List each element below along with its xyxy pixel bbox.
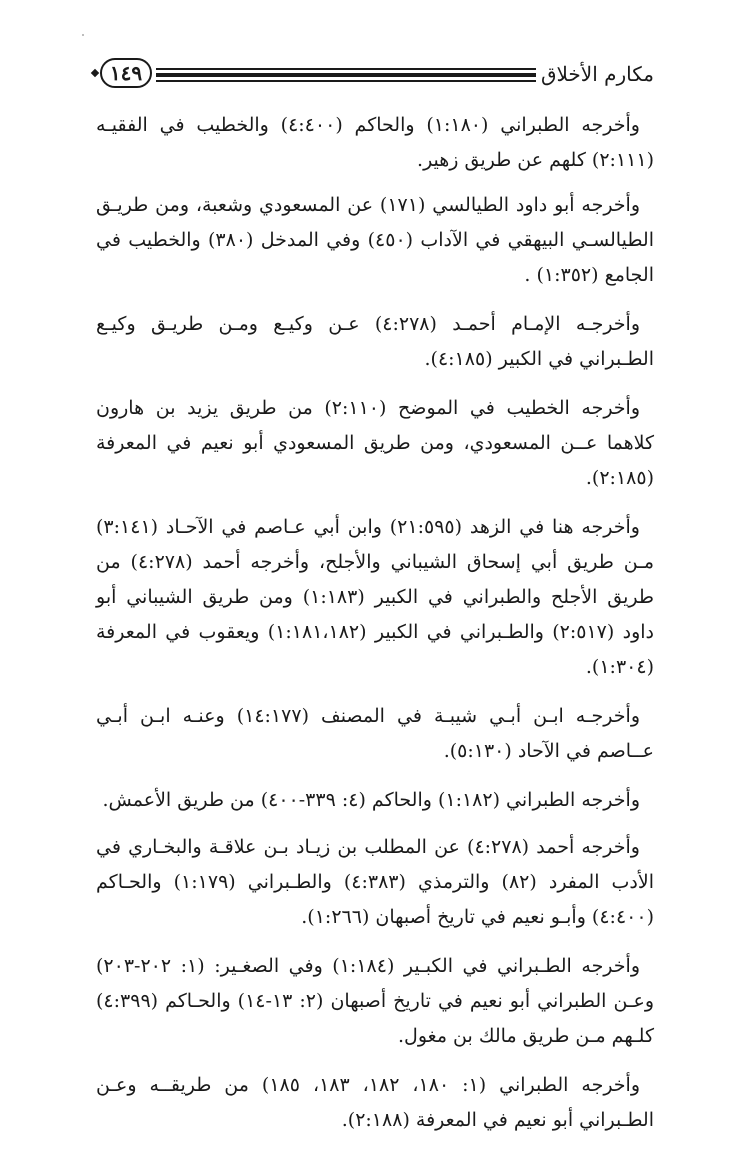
paragraph-5: وأخرجه هنا في الزهد (٢١:٥٩٥) وابن أبي عـاصم في الآحـاد (٣:١٤١) مـن طريق أبي إسحاق الشيباني والأجلح، وأخرجه أحمد (٤:٢٧٨) من طريق الأجلح والطبراني في الكبير (١:١٨٣) ومن طريق الشيباني أبو داود (٢:٥١٧) والطـبراني في الكبير (١:١٨١،١٨٢) ويعقوب في المعرفة (١:٣٠٤). (96, 516, 654, 678)
stray-dot (82, 34, 84, 36)
paragraph-9: وأخرجه الطـبراني في الكبـير (١:١٨٤) وفي الصغـير: (١: ٢٠٢-٢٠٣) وعـن الطبراني أبو نعيم في تاريخ أصبهان (٢: ١٣-١٤) والحـاكم (٤:٣٩٩) كلـهم مـن طريق مالك بن مغول. (96, 955, 654, 1047)
page-body (96, 108, 654, 1152)
paragraph-1: وأخرجه الطبراني (١:١٨٠) والحاكم (٤:٤٠٠) والخطيب في الفقيـه (٢:١١١) كلهم عن طريق زهير. (96, 114, 654, 171)
paragraph-8: وأخرجه أحمد (٤:٢٧٨) عن المطلب بن زيـاد بـن علاقـة والبخـاري في الأدب المفرد (٨٢) والترمذي (٤:٣٨٣) والطـبراني (١:١٧٩) والحـاكم (٤:٤٠٠) وأبـو نعيم في تاريخ أصبهان (١:٢٦٦). (96, 836, 654, 928)
paragraph-4: وأخرجه الخطيب في الموضح (٢:١١٠) من طريق يزيد بن هارون كلاهما عــن المسعودي، ومن طريق المسعودي أبو نعيم في المعرفة (٢:١٨٥). (96, 397, 654, 489)
paragraph-6: وأخرجـه ابـن أبـي شيبـة في المصنف (١٤:١٧٧) وعنـه ابـن أبـي عــاصم في الآحاد (٥:١٣٠). (96, 705, 654, 762)
page-number: ١٤٩ (100, 58, 152, 88)
paragraph-10: وأخرجه الطبراني (١: ١٨٠، ١٨٢، ١٨٣، ١٨٥) من طريقــه وعـن الطـبراني أبو نعيم في المعرفة (٢:١٨٨). (96, 1074, 654, 1131)
running-title: مكارم الأخلاق (540, 62, 654, 86)
paragraph-7: وأخرجه الطبراني (١:١٨٢) والحاكم (٤: ٣٣٩-٤٠٠) من طريق الأعمش. (102, 789, 640, 811)
paragraph-3: وأخرجـه الإمـام أحمـد (٤:٢٧٨) عـن وكيـع ومـن طريـق وكيـع الطـبراني في الكبير (٤:١٨٥). (96, 313, 654, 370)
header-rule (156, 68, 536, 82)
page-header (92, 58, 654, 94)
paragraph-2: وأخرجه أبو داود الطيالسي (١٧١) عن المسعودي وشعبة، ومن طريـق الطيالسـي البيهقي في الآداب (٤٥٠) وفي المدخل (٣٨٠) والخطيب في الجامع (١:٣٥٢) . (96, 194, 654, 286)
